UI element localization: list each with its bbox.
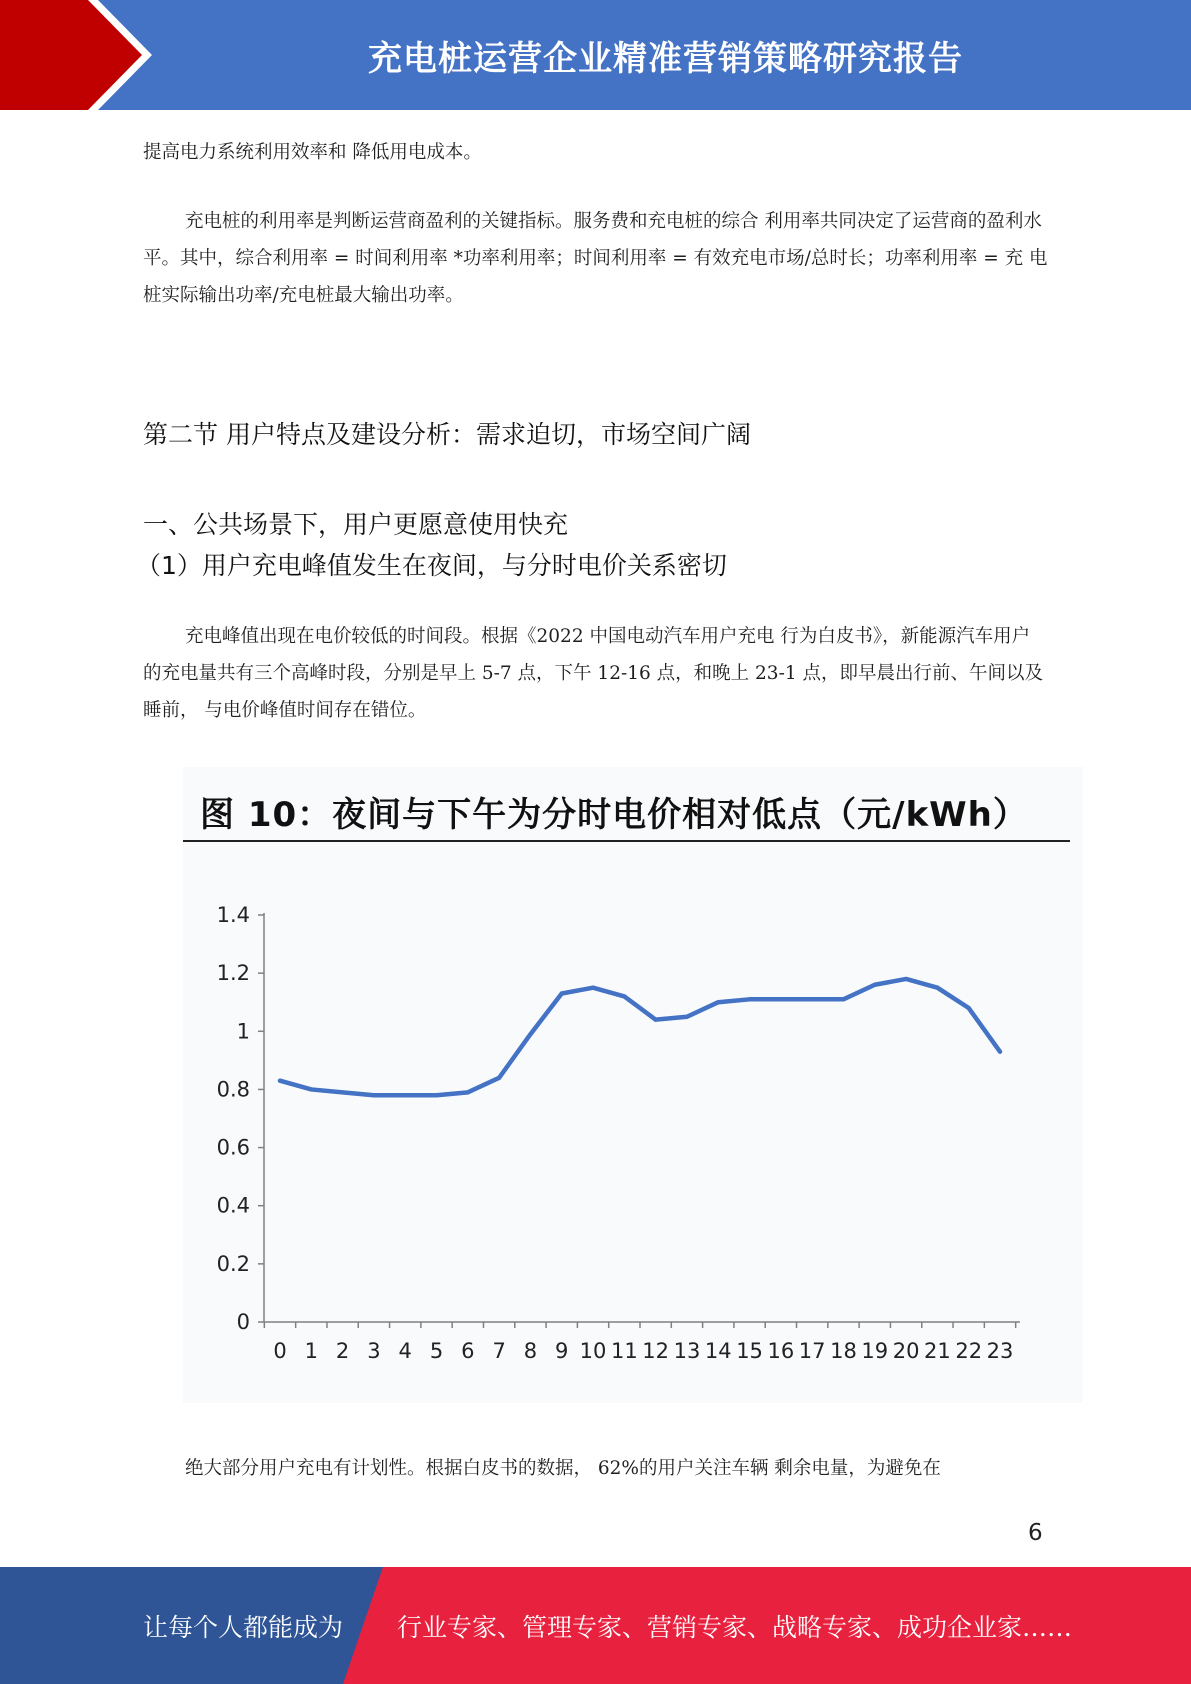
data-point bbox=[748, 997, 752, 1001]
y-tick-label: 1.4 bbox=[216, 903, 250, 927]
data-point bbox=[935, 986, 939, 990]
y-tick-label: 0.8 bbox=[216, 1077, 250, 1102]
data-point bbox=[622, 994, 626, 998]
data-point bbox=[341, 1090, 345, 1094]
data-point bbox=[372, 1093, 376, 1097]
footer-slogan-left: 让每个人都能成为 bbox=[143, 1612, 344, 1642]
data-point bbox=[967, 1006, 971, 1010]
x-tick-label: 23 bbox=[986, 1339, 1014, 1363]
figure-title: 图 10：夜间与下午为分时电价相对低点（元/kWh） bbox=[200, 795, 1028, 835]
x-tick-label: 15 bbox=[736, 1339, 763, 1363]
figure-10 bbox=[183, 767, 1083, 1403]
footer-slogan-right: 行业专家、管理专家、营销专家、战略专家、成功企业家…… bbox=[397, 1612, 1073, 1642]
paragraph-planning: 绝大部分用户充电有计划性。根据白皮书的数据， 62%的用户关注车辆 剩余电量，为避免在 bbox=[185, 1458, 941, 1479]
paragraph-peak: 充电峰值出现在电价较低的时间段。根据《2022 中国电动汽车用户充电 行为白皮书》，新能源汽车用户的充电量共有三个高峰时段，分别是早上 5-7 点，下午 12-16 点，和晚上 23-1 点，即早晨出行前、午间以及睡前， 与电价峰值时间存在错位。 bbox=[143, 626, 1043, 721]
x-tick-label: 13 bbox=[673, 1339, 701, 1363]
data-point bbox=[560, 991, 564, 995]
x-tick-label: 21 bbox=[924, 1339, 951, 1363]
data-point bbox=[309, 1087, 313, 1091]
data-point bbox=[435, 1093, 439, 1097]
x-tick-label: 9 bbox=[555, 1339, 569, 1363]
data-point bbox=[497, 1076, 501, 1080]
y-tick-label: 0.4 bbox=[216, 1193, 250, 1218]
section-heading: 第二节 用户特点及建设分析：需求迫切，市场空间广阔 bbox=[143, 420, 751, 449]
data-point bbox=[278, 1079, 282, 1083]
x-tick-label: 1 bbox=[304, 1339, 318, 1363]
header-arrow-decoration bbox=[0, 0, 200, 110]
page-number: 6 bbox=[1028, 1520, 1043, 1546]
x-tick-label: 5 bbox=[429, 1339, 444, 1363]
sub-heading-fast-charging: 一、公共场景下，用户更愿意使用快充 bbox=[143, 510, 569, 539]
sub-heading-peak-time: （1）用户充电峰值发生在夜间，与分时电价关系密切 bbox=[136, 551, 727, 580]
x-tick-label: 14 bbox=[704, 1339, 732, 1363]
data-point bbox=[591, 986, 595, 990]
x-tick-label: 22 bbox=[955, 1339, 983, 1363]
data-point bbox=[810, 997, 814, 1001]
price-series-line bbox=[280, 979, 1000, 1095]
page-header bbox=[0, 0, 1191, 110]
x-tick-label: 0 bbox=[273, 1339, 287, 1363]
data-point bbox=[654, 1018, 658, 1022]
data-point bbox=[685, 1015, 689, 1019]
page-footer bbox=[0, 1567, 1191, 1684]
paragraph-utilization: 充电桩的利用率是判断运营商盈利的关键指标。服务费和充电桩的综合 利用率共同决定了运营商的盈利水平。其中，综合利用率 = 时间利用率 *功率利用率；时间利用率 = 有效充电市场/总时长；功率利用率 = 充 电桩实际输出功率/充电桩最大输出功率。 bbox=[143, 211, 1048, 306]
y-tick-label: 1.2 bbox=[216, 961, 250, 986]
price-line-chart bbox=[183, 767, 1083, 1403]
y-tick-label: 1 bbox=[236, 1019, 250, 1044]
data-point bbox=[466, 1090, 470, 1094]
data-point bbox=[716, 1000, 720, 1004]
data-point bbox=[904, 977, 908, 981]
x-tick-label: 8 bbox=[523, 1339, 538, 1363]
y-tick-label: 0 bbox=[236, 1310, 250, 1334]
x-tick-label: 2 bbox=[335, 1339, 350, 1363]
report-title: 充电桩运营企业精准营销策略研究报告 bbox=[368, 38, 963, 79]
x-tick-label: 7 bbox=[492, 1339, 506, 1363]
x-tick-label: 4 bbox=[398, 1339, 412, 1363]
x-tick-label: 12 bbox=[642, 1339, 670, 1363]
data-point bbox=[841, 997, 845, 1001]
y-tick-label: 0.2 bbox=[216, 1251, 250, 1276]
paragraph-intro: 提高电力系统利用效率和 降低用电成本。 bbox=[143, 142, 482, 163]
x-tick-label: 17 bbox=[798, 1339, 826, 1363]
y-tick-label: 0.6 bbox=[216, 1135, 250, 1160]
x-tick-label: 3 bbox=[367, 1339, 381, 1363]
x-tick-label: 6 bbox=[461, 1339, 475, 1363]
data-point bbox=[998, 1050, 1002, 1054]
x-tick-label: 19 bbox=[861, 1339, 889, 1363]
data-point bbox=[779, 997, 783, 1001]
x-tick-label: 18 bbox=[830, 1339, 857, 1363]
x-tick-label: 20 bbox=[892, 1339, 920, 1363]
x-tick-label: 11 bbox=[610, 1339, 638, 1363]
data-point bbox=[873, 983, 877, 987]
data-point bbox=[528, 1032, 532, 1036]
x-tick-label: 16 bbox=[767, 1339, 795, 1363]
x-tick-label: 10 bbox=[579, 1339, 607, 1363]
data-point bbox=[403, 1093, 407, 1097]
